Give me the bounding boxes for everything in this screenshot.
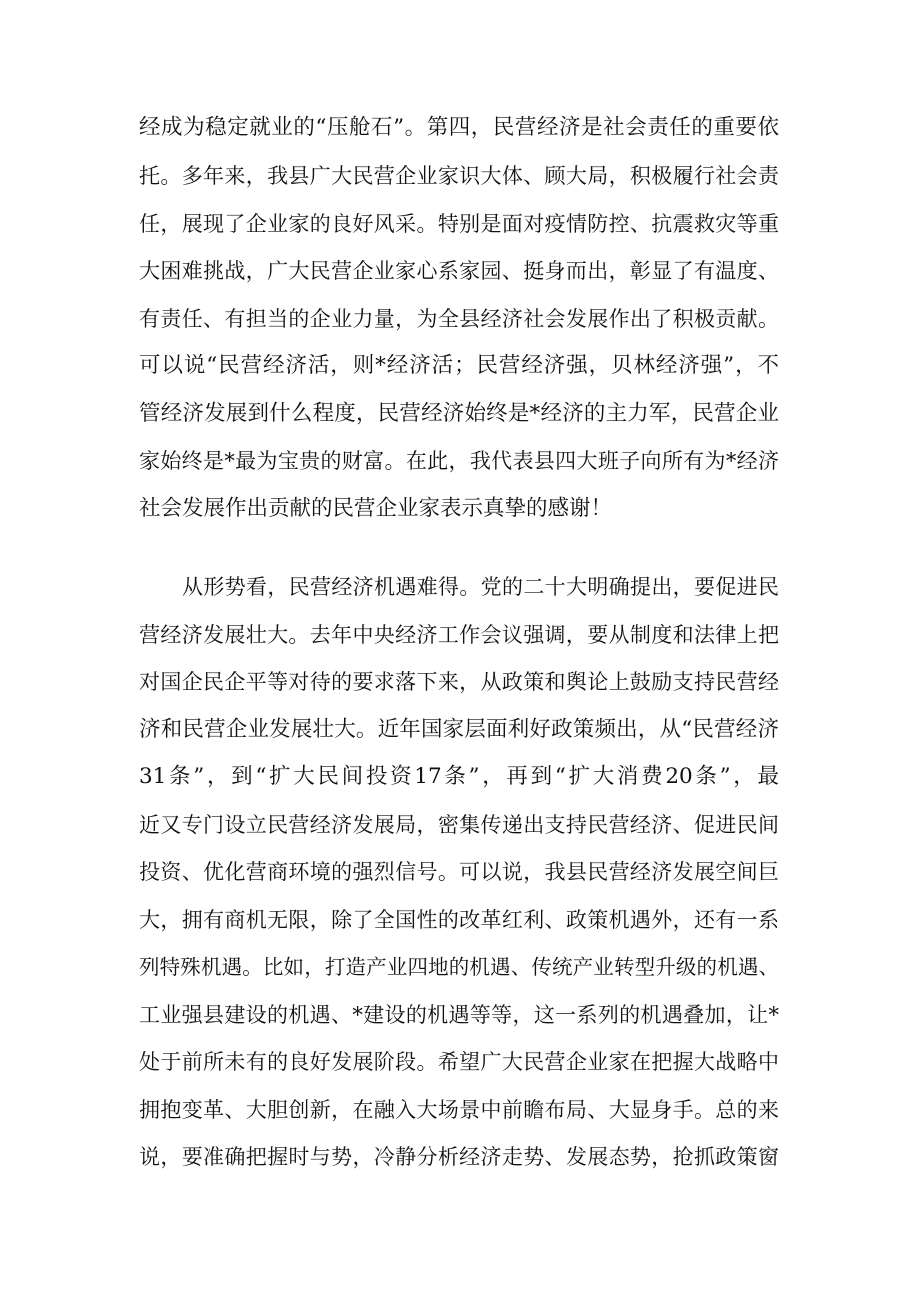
paragraph-1-line-8: 家始终是*最为宝贵的财富。在此，我代表县四大班子向所有为*经济 (139, 449, 779, 473)
paragraph-2-line-2: 营经济发展壮大。去年中央经济工作会议强调，要从制度和法律上把 (139, 623, 779, 647)
paragraph-2-line-12: 拥抱变革、大胆创新，在融入大场景中前瞻布局、大显身手。总的来 (139, 1098, 779, 1122)
paragraph-1-line-6: 可以说“民营经济活，则*经济活；民营经济强，贝林经济强”，不 (139, 353, 779, 378)
paragraph-1-line-5: 有责任、有担当的企业力量，为全县经济社会发展作出了积极贡献。 (139, 307, 779, 331)
paragraph-2-line-10: 工业强县建设的机遇、*建设的机遇等等，这一系列的机遇叠加，让* (139, 1003, 779, 1027)
paragraph-1-line-9: 社会发展作出贡献的民营企业家表示真挚的感谢！ (139, 496, 613, 521)
paragraph-1-line-4: 大困难挑战，广大民营企业家心系家园、挺身而出，彰显了有温度、 (139, 259, 779, 283)
paragraph-1-line-1: 经成为稳定就业的“压舱石”。第四，民营经济是社会责任的重要依 (139, 115, 779, 140)
paragraph-2-line-13: 说，要准确把握时与势，冷静分析经济走势、发展态势，抢抓政策窗 (139, 1145, 779, 1169)
paragraph-1-line-7: 管经济发展到什么程度，民营经济始终是*经济的主力军，民营企业 (139, 401, 779, 426)
paragraph-2-line-5: 31条”，到“扩大民间投资17条”，再到“扩大消费20条”，最 (139, 764, 779, 789)
paragraph-1-line-3: 任，展现了企业家的良好风采。特别是面对疫情防控、抗震救灾等重 (139, 212, 779, 236)
paragraph-2-line-3: 对国企民企平等对待的要求落下来，从政策和舆论上鼓励支持民营经 (139, 670, 779, 694)
paragraph-2-line-9: 列特殊机遇。比如，打造产业四地的机遇、传统产业转型升级的机遇、 (139, 955, 779, 979)
paragraph-1-line-2: 托。多年来，我县广大民营企业家识大体、顾大局，积极履行社会责 (139, 164, 779, 188)
paragraph-2-line-8: 大，拥有商机无限，除了全国性的改革红利、政策机遇外，还有一系 (139, 908, 779, 932)
paragraph-2-line-7: 投资、优化营商环境的强烈信号。可以说，我县民营经济发展空间巨 (139, 860, 779, 884)
paragraph-2-line-11: 处于前所未有的良好发展阶段。希望广大民营企业家在把握大战略中 (139, 1050, 779, 1074)
paragraph-2-line-6: 近又专门设立民营经济发展局，密集传递出支持民营经济、促进民间 (139, 813, 779, 837)
paragraph-2-line-4: 济和民营企业发展壮大。近年国家层面利好政策频出，从“民营经济 (139, 717, 779, 742)
paragraph-2-line-1: 从形势看，民营经济机遇难得。党的二十大明确提出，要促进民 (182, 575, 779, 599)
